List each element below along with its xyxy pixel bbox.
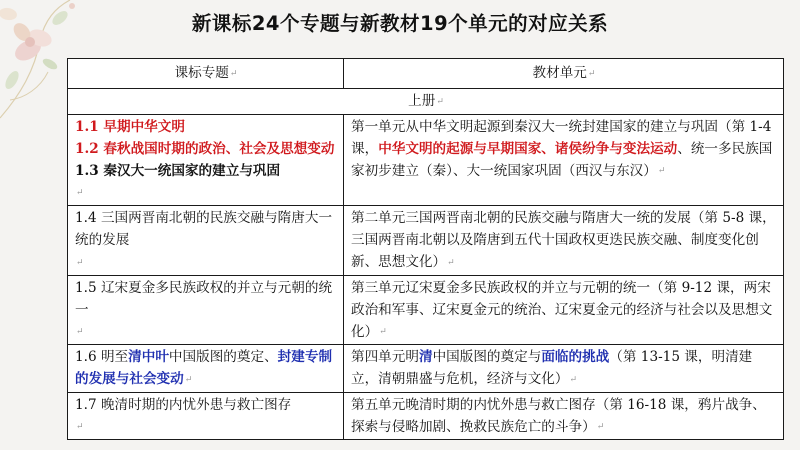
unit-text: 清	[418, 349, 433, 365]
paragraph-mark: ↵	[76, 257, 84, 268]
unit-text: 第二单元三国两晋南北朝的民族交融与隋唐大一统的发展（第 5-8 课，三国两晋南北朝以及隋唐到五代十国政权更迭民族交融、制度变化创新、思想文化）	[351, 210, 776, 270]
topic-cell	[68, 114, 344, 206]
paragraph-mark: ↵	[76, 422, 84, 432]
topic-text: 1.6 明至	[75, 349, 129, 365]
topic-cell	[68, 392, 344, 440]
topic-text: 1.7 晚清时期的内忧外患与救亡图存	[75, 396, 292, 413]
unit-text: 第一单元从中华文明起源到秦汉大一统封建国家的建立与巩固（第 1-4 课，	[351, 118, 772, 157]
unit-text: 、统一多民族国家初步建立（秦）、大一统国家巩固（西汉与东汉）	[351, 140, 773, 179]
volume-label: 上册↵	[68, 89, 784, 115]
unit-text: 中华文明的起源与早期国家、诸侯纷争与变法运动	[378, 140, 678, 157]
unit-text: 第五单元晚清时期的内忧外患与救亡图存（第 16-18 课，鸦片战争、探索与侵略加剧、挽救民族危亡的斗争）	[351, 396, 766, 435]
topic-text: 1.3 秦汉大一统国家的建立与巩固	[75, 162, 281, 179]
table-row	[68, 275, 784, 345]
unit-text: （第 13-15 课，明清建立，清朝鼎盛与危机，经济与文化）	[351, 349, 753, 387]
page-title: 新课标24个专题与新教材19个单元的对应关系	[191, 12, 609, 35]
paragraph-mark: ↵	[76, 327, 84, 337]
table-row	[68, 392, 784, 440]
unit-cell	[344, 345, 784, 393]
unit-cell	[344, 275, 784, 345]
topic-text: 清中叶	[128, 349, 169, 365]
paragraph-mark: ↵	[379, 327, 387, 337]
unit-text: 第四单元明	[351, 349, 419, 365]
correspondence-table	[67, 58, 784, 440]
unit-text: 第三单元辽宋夏金多民族政权的并立与元朝的统一（第 9-12 课，两宋政治和军事、辽宋夏金元的统治、辽宋夏金元的经济与社会以及思想文化）	[351, 279, 773, 340]
table-row	[68, 345, 784, 393]
paragraph-mark: ↵	[657, 166, 666, 176]
header-topic: 课标专题↵	[68, 59, 344, 89]
table-row	[68, 206, 784, 276]
unit-cell	[344, 392, 784, 440]
unit-cell	[344, 206, 784, 276]
unit-text: 中国版图的奠定与	[432, 349, 542, 365]
topic-text: 1.5 辽宋夏金多民族政权的并立与元朝的统一	[75, 279, 333, 318]
table-header-row	[68, 59, 784, 89]
topic-cell	[68, 275, 344, 345]
topic-cell	[68, 345, 344, 393]
table-row	[68, 114, 784, 206]
topic-text: 1.1 早期中华文明	[75, 118, 185, 135]
paragraph-mark: ↵	[447, 257, 455, 268]
paragraph-mark: ↵	[76, 188, 84, 198]
topic-text: 1.4 三国两晋南北朝的民族交融与隋唐大一统的发展	[75, 210, 333, 248]
volume-row	[68, 89, 784, 115]
topic-cell	[68, 206, 344, 276]
header-unit: 教材单元↵	[344, 59, 784, 89]
topic-text: 1.2 春秋战国时期的政治、社会及思想变动	[75, 140, 335, 157]
paragraph-mark: ↵	[569, 374, 578, 385]
unit-text: 面临的挑战	[541, 349, 610, 365]
topic-text: 封建专制的发展与社会变动	[75, 349, 333, 387]
paragraph-mark: ↵	[596, 422, 605, 432]
paragraph-mark: ↵	[184, 374, 193, 385]
topic-text: 中国版图的奠定、	[168, 349, 278, 365]
unit-cell	[344, 114, 784, 206]
